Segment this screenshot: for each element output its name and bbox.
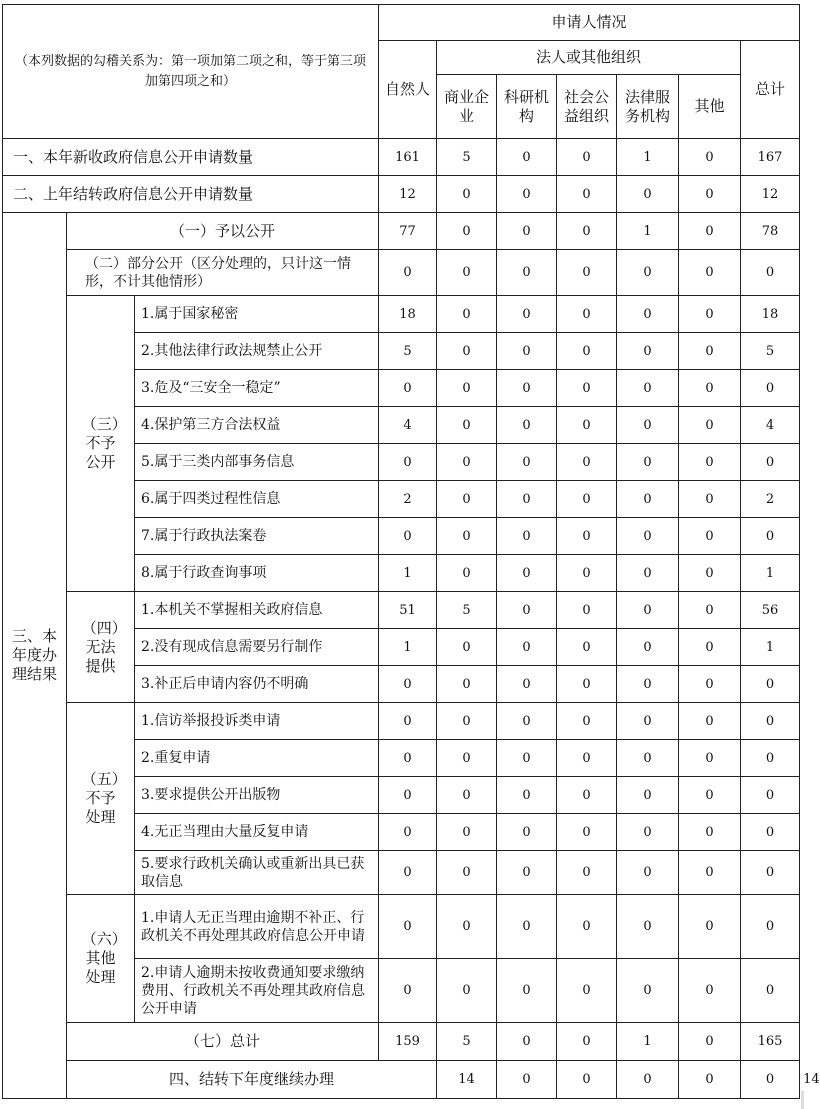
- cell-value: 0: [617, 370, 679, 407]
- cell-value: 0: [497, 555, 557, 592]
- cell-value: 0: [557, 851, 617, 895]
- row-label: （七）总计: [67, 1023, 379, 1061]
- note-cell: （本列数据的勾稽关系为：第一项加第二项之和，等于第三项加第四项之和）: [3, 5, 379, 139]
- cell-value: 0: [497, 333, 557, 370]
- row-label: 二、上年结转政府信息公开申请数量: [3, 176, 379, 213]
- cell-value: 0: [741, 703, 800, 740]
- cell-value: 0: [437, 959, 497, 1023]
- cell-value: 0: [437, 444, 497, 481]
- cell-value: 0: [379, 250, 437, 296]
- cell-value: 0: [497, 959, 557, 1023]
- cell-value: 0: [679, 592, 741, 629]
- cell-value: 0: [557, 1061, 617, 1099]
- row-label: 4.保护第三方合法权益: [135, 407, 379, 444]
- cell-value: 0: [437, 481, 497, 518]
- cell-value: 14: [437, 1061, 497, 1099]
- cell-value: 0: [617, 814, 679, 851]
- cell-value: 0: [437, 296, 497, 333]
- cell-value: 0: [437, 370, 497, 407]
- cell-value: 5: [437, 592, 497, 629]
- row-label: 一、本年新收政府信息公开申请数量: [3, 139, 379, 176]
- row-label: 2.重复申请: [135, 740, 379, 777]
- cell-value: 0: [679, 139, 741, 176]
- cell-value: 0: [497, 592, 557, 629]
- cell-value: 0: [557, 518, 617, 555]
- cell-value: 0: [679, 176, 741, 213]
- applicant-header: 申请人情况: [379, 5, 800, 41]
- cell-value: 0: [617, 518, 679, 555]
- table-row: [3, 703, 800, 740]
- group-unable-label: （四）无法提供: [67, 592, 135, 703]
- cell-value: 0: [741, 250, 800, 296]
- cell-value: 0: [497, 1023, 557, 1061]
- cell-value: 0: [437, 333, 497, 370]
- cell-value: 1: [741, 555, 800, 592]
- cell-value: 0: [617, 250, 679, 296]
- cell-value: 0: [557, 296, 617, 333]
- row-carry-forward: 四、结转下年度继续办理 14 0 0 0 0 0 14: [3, 1061, 800, 1099]
- cell-value: 0: [557, 666, 617, 703]
- cell-value: 0: [497, 895, 557, 959]
- cell-value: 0: [679, 814, 741, 851]
- cell-value: 0: [617, 1061, 679, 1099]
- cell-value: 0: [741, 959, 800, 1023]
- cell-value: 2: [741, 481, 800, 518]
- cell-value: 0: [497, 481, 557, 518]
- row-label: 7.属于行政执法案卷: [135, 518, 379, 555]
- cell-value: 0: [679, 481, 741, 518]
- cell-value: 0: [557, 814, 617, 851]
- cell-value: 0: [679, 370, 741, 407]
- cell-value: 0: [679, 629, 741, 666]
- cell-value: 0: [379, 370, 437, 407]
- cell-value: 0: [437, 407, 497, 444]
- row-label: 3.要求提供公开出版物: [135, 777, 379, 814]
- cell-value: 0: [617, 851, 679, 895]
- cell-value: 0: [379, 740, 437, 777]
- cell-value: 0: [617, 333, 679, 370]
- cell-value: 78: [741, 213, 800, 250]
- cell-value: 0: [437, 555, 497, 592]
- cell-value: 0: [557, 333, 617, 370]
- cell-value: 1: [741, 629, 800, 666]
- cell-value: 0: [741, 666, 800, 703]
- cell-value: 0: [679, 851, 741, 895]
- cell-value: 0: [437, 629, 497, 666]
- cell-value: 0: [557, 250, 617, 296]
- cell-value: 0: [497, 777, 557, 814]
- cell-value: 0: [497, 213, 557, 250]
- cell-value: 5: [437, 1023, 497, 1061]
- cell-value: 0: [679, 1023, 741, 1061]
- scroll-edge-marker: [801, 1091, 804, 1109]
- cell-value: 0: [679, 296, 741, 333]
- cell-value: 0: [437, 851, 497, 895]
- row-label: 4.无正当理由大量反复申请: [135, 814, 379, 851]
- cell-value: 0: [679, 1061, 741, 1099]
- cell-value: 1: [379, 555, 437, 592]
- table-row: [3, 296, 800, 333]
- cell-value: 0: [437, 176, 497, 213]
- cell-value: 18: [379, 296, 437, 333]
- row-label: 2.申请人逾期未按收费通知要求缴纳费用、行政机关不再处理其政府信息公开申请: [135, 959, 379, 1023]
- cell-value: 0: [557, 213, 617, 250]
- cell-value: 0: [557, 703, 617, 740]
- cell-value: 1: [379, 629, 437, 666]
- cell-value: 0: [617, 895, 679, 959]
- cell-value: 0: [379, 444, 437, 481]
- cell-value: 0: [497, 296, 557, 333]
- cell-value: 0: [679, 213, 741, 250]
- cell-value: 0: [617, 629, 679, 666]
- cell-value: 0: [497, 629, 557, 666]
- cell-value: 0: [679, 407, 741, 444]
- cell-value: 0: [617, 555, 679, 592]
- cell-value: 0: [497, 370, 557, 407]
- section-three-label: 三、本年度办理结果: [3, 213, 67, 1099]
- cell-value: 0: [497, 703, 557, 740]
- cell-value: 0: [379, 814, 437, 851]
- cell-value: 0: [617, 407, 679, 444]
- cell-value: 0: [497, 139, 557, 176]
- cell-value: 0: [679, 959, 741, 1023]
- cell-value: 0: [679, 444, 741, 481]
- cell-value: 0: [437, 895, 497, 959]
- cell-value: 4: [741, 407, 800, 444]
- cell-value: 0: [617, 666, 679, 703]
- cell-value: 5: [741, 333, 800, 370]
- cell-value: 0: [617, 703, 679, 740]
- cell-value: 51: [379, 592, 437, 629]
- cell-value: 0: [741, 777, 800, 814]
- cell-value: 0: [557, 740, 617, 777]
- col-business: 商业企业: [437, 75, 497, 139]
- cell-value: 0: [379, 703, 437, 740]
- cell-value: 161: [379, 139, 437, 176]
- cell-value: 0: [679, 703, 741, 740]
- row-label: 8.属于行政查询事项: [135, 555, 379, 592]
- cell-value: 0: [557, 629, 617, 666]
- cell-value: 4: [379, 407, 437, 444]
- cell-value: 0: [679, 740, 741, 777]
- cell-value: 1: [617, 213, 679, 250]
- cell-value: 0: [741, 518, 800, 555]
- cell-value: 0: [741, 851, 800, 895]
- row-label: 1.信访举报投诉类申请: [135, 703, 379, 740]
- cell-value: 0: [741, 895, 800, 959]
- row-subtotal: [3, 1023, 800, 1061]
- row-label: 5.属于三类内部事务信息: [135, 444, 379, 481]
- row-label: 2.没有现成信息需要另行制作: [135, 629, 379, 666]
- cell-value: 0: [497, 176, 557, 213]
- row-label: 2.其他法律行政法规禁止公开: [135, 333, 379, 370]
- cell-value: 0: [557, 176, 617, 213]
- cell-value: 77: [379, 213, 437, 250]
- row-label: 1.属于国家秘密: [135, 296, 379, 333]
- cell-value: 0: [741, 740, 800, 777]
- cell-value: 0: [557, 592, 617, 629]
- row-label: 1.本机关不掌握相关政府信息: [135, 592, 379, 629]
- group-not-disclosed-label: （三）不予公开: [67, 296, 135, 592]
- cell-value: 0: [497, 851, 557, 895]
- cell-value: 0: [379, 895, 437, 959]
- cell-value: 0: [557, 444, 617, 481]
- cell-value: 0: [437, 666, 497, 703]
- cell-value: 0: [557, 139, 617, 176]
- cell-value: 0: [679, 518, 741, 555]
- cell-value: 0: [741, 1061, 800, 1099]
- cell-value: 0: [617, 777, 679, 814]
- cell-value: 0: [497, 407, 557, 444]
- row-label: 四、结转下年度继续办理: [67, 1061, 437, 1099]
- cell-value: 0: [617, 176, 679, 213]
- cell-value: 0: [617, 592, 679, 629]
- cell-value: 0: [557, 777, 617, 814]
- cell-value: 0: [679, 666, 741, 703]
- group-not-processed-label: （五）不予处理: [67, 703, 135, 895]
- cell-value: 0: [617, 481, 679, 518]
- cell-value: 12: [741, 176, 800, 213]
- cell-value: 0: [497, 1061, 557, 1099]
- cell-value: 0: [379, 959, 437, 1023]
- cell-value: 0: [557, 555, 617, 592]
- group-other-label: （六）其他处理: [67, 895, 135, 1023]
- cell-value: 0: [679, 777, 741, 814]
- cell-value: 0: [379, 518, 437, 555]
- cell-value: 0: [497, 814, 557, 851]
- cell-value: 0: [741, 370, 800, 407]
- col-public-welfare: 社会公益组织: [557, 75, 617, 139]
- cell-value: 0: [679, 333, 741, 370]
- row-label: 3.补正后申请内容仍不明确: [135, 666, 379, 703]
- cell-value: 0: [497, 666, 557, 703]
- row-label: 6.属于四类过程性信息: [135, 481, 379, 518]
- cell-value: 0: [437, 250, 497, 296]
- col-legal-service: 法律服务机构: [617, 75, 679, 139]
- cell-value: 0: [437, 703, 497, 740]
- cell-value: 0: [679, 555, 741, 592]
- table-row: [3, 895, 800, 959]
- cell-value: 0: [741, 814, 800, 851]
- cell-value: 0: [557, 407, 617, 444]
- total-header: 总计: [741, 41, 800, 139]
- col-other: 其他: [679, 75, 741, 139]
- row-label: （一）予以公开: [67, 213, 379, 250]
- cell-value: 18: [741, 296, 800, 333]
- cell-value: 0: [379, 851, 437, 895]
- cell-value: 0: [437, 213, 497, 250]
- cell-value: 12: [379, 176, 437, 213]
- cell-value: 2: [379, 481, 437, 518]
- cell-value: 0: [497, 740, 557, 777]
- cell-value: 0: [497, 444, 557, 481]
- cell-value: 167: [741, 139, 800, 176]
- cell-value: 5: [379, 333, 437, 370]
- cell-value: 0: [679, 250, 741, 296]
- row-disclosed: [3, 213, 800, 250]
- cell-value: 0: [379, 777, 437, 814]
- row-partially-disclosed: [3, 250, 800, 296]
- cell-value: 0: [437, 777, 497, 814]
- cell-value: 0: [617, 444, 679, 481]
- cell-value: 0: [557, 370, 617, 407]
- cell-value: 0: [617, 959, 679, 1023]
- natural-person-header: 自然人: [379, 41, 437, 139]
- cell-value: 0: [679, 895, 741, 959]
- cell-value: 0: [741, 444, 800, 481]
- cell-value: 0: [557, 1023, 617, 1061]
- cell-value: 0: [497, 518, 557, 555]
- cell-value: 0: [617, 296, 679, 333]
- cell-value: 0: [557, 481, 617, 518]
- cell-value: 56: [741, 592, 800, 629]
- cell-value: 0: [497, 250, 557, 296]
- disclosure-table: [2, 4, 820, 1099]
- row-label: 1.申请人无正当理由逾期不补正、行政机关不再处理其政府信息公开申请: [135, 895, 379, 959]
- cell-value: 5: [437, 139, 497, 176]
- cell-value: 0: [379, 666, 437, 703]
- row-label: 3.危及“三安全一稳定”: [135, 370, 379, 407]
- table-row: [3, 592, 800, 629]
- cell-value: 0: [557, 895, 617, 959]
- cell-value: 0: [437, 740, 497, 777]
- col-research: 科研机构: [497, 75, 557, 139]
- cell-value: 1: [617, 139, 679, 176]
- legal-org-header: 法人或其他组织: [437, 41, 741, 75]
- row-label: （二）部分公开（区分处理的，只计这一情形，不计其他情形）: [67, 250, 379, 296]
- cell-value: 159: [379, 1023, 437, 1061]
- cell-value: 0: [617, 740, 679, 777]
- cell-value: 1: [617, 1023, 679, 1061]
- row-label: 5.要求行政机关确认或重新出具已获取信息: [135, 851, 379, 895]
- cell-value: 0: [557, 959, 617, 1023]
- row-carried-over: [3, 176, 800, 213]
- row-new-requests: [3, 139, 800, 176]
- cell-value: 0: [437, 814, 497, 851]
- cell-value: 0: [437, 518, 497, 555]
- cell-value: 165: [741, 1023, 800, 1061]
